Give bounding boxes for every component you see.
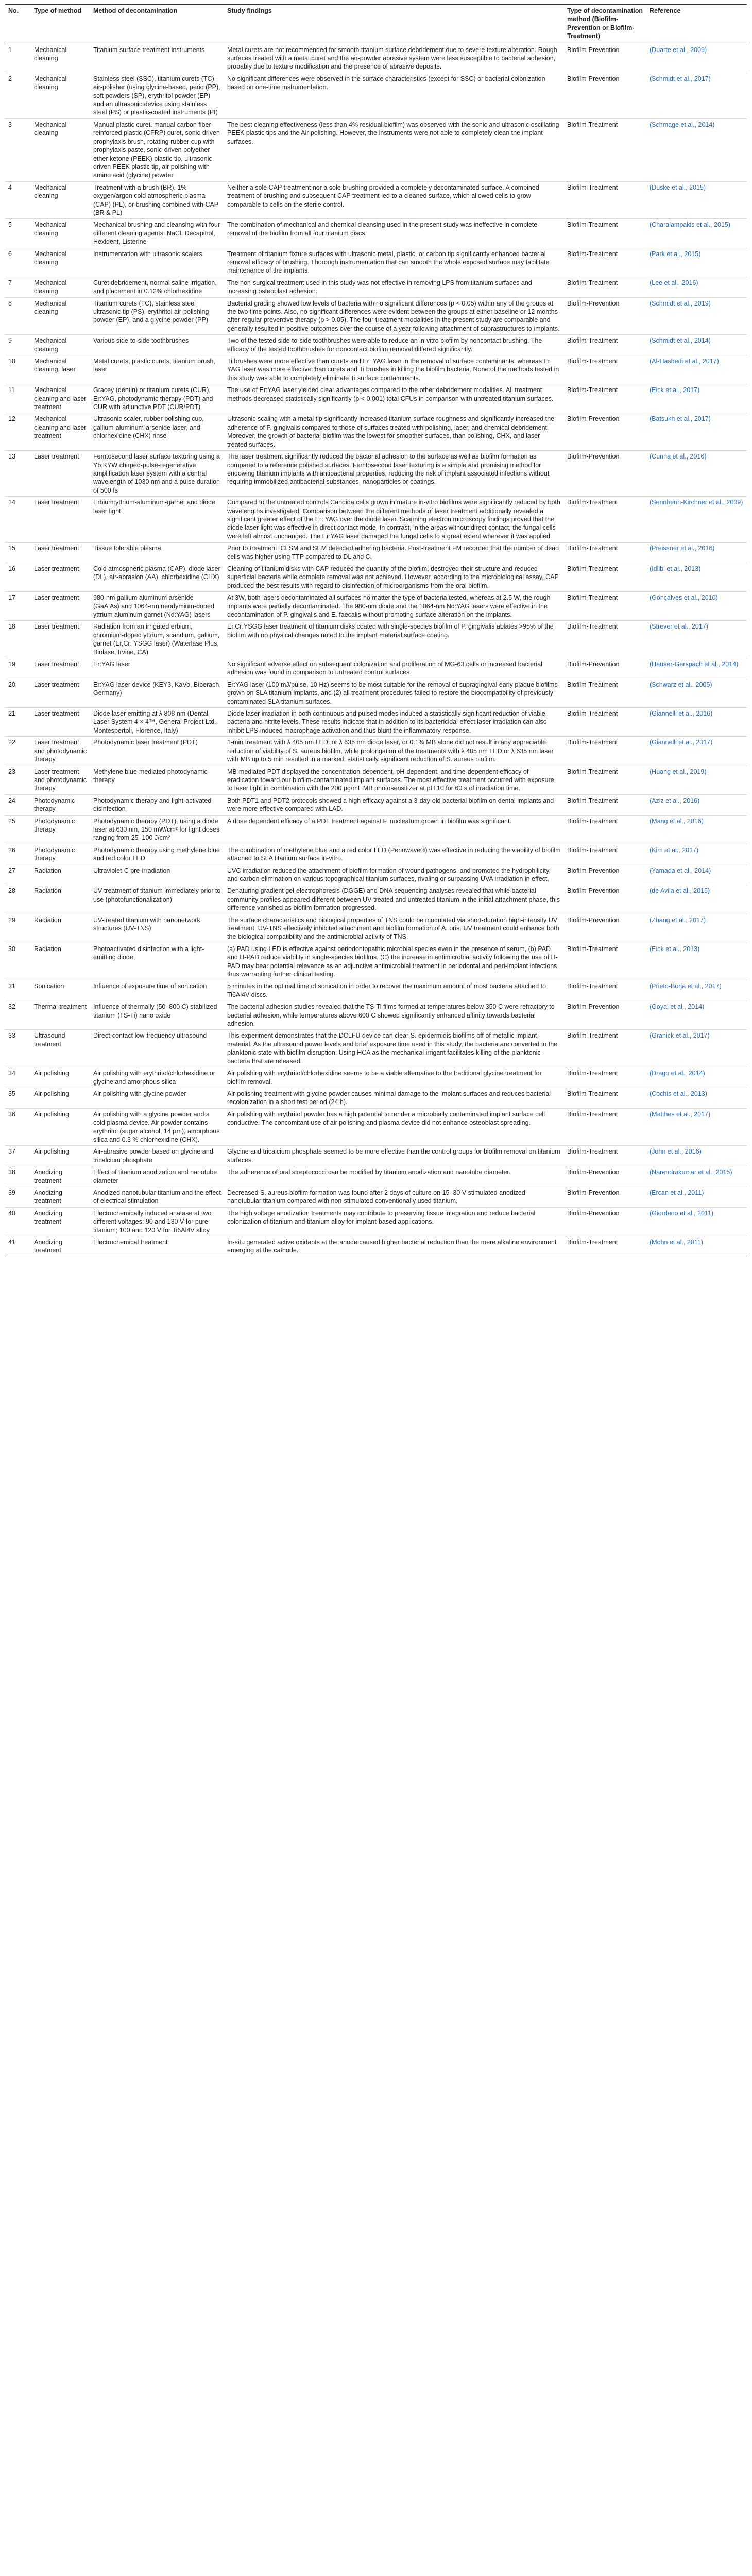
- header-no: No.: [5, 5, 31, 44]
- cell-decontamination-type: Biofilm-Treatment: [564, 737, 646, 766]
- cell-decontamination-type: Biofilm-Prevention: [564, 1207, 646, 1236]
- table-row: [5, 815, 747, 844]
- cell-reference[interactable]: (Yamada et al., 2014): [646, 865, 747, 885]
- cell-method: Gracey (dentin) or titanium curets (CUR), Er:YAG, photodynamic therapy (PDT) and CUR with adjunctive PDT (CUR/PDT): [90, 384, 224, 413]
- cell-method: Photoactivated disinfection with a light-emitting diode: [90, 943, 224, 980]
- cell-decontamination-type: Biofilm-Treatment: [564, 621, 646, 658]
- cell-type-of-method: Air polishing: [31, 1067, 90, 1088]
- cell-study-findings: 1-min treatment with λ 405 nm LED, or λ 635 nm diode laser, or 0.1% MB alone did not result in any appreciable reduction of viability of S. aureus biofilm, while prolongation of the treatments with λ 405 nm LED or λ 635 nm laser with MB up to 5 min resulted in a marked, statistically significant reduction of S. aureus biofilm.: [224, 737, 564, 766]
- cell-decontamination-type: Biofilm-Prevention: [564, 297, 646, 335]
- table-row: [5, 335, 747, 355]
- table-row: [5, 1166, 747, 1187]
- cell-decontamination-type: Biofilm-Treatment: [564, 118, 646, 181]
- cell-type-of-method: Mechanical cleaning: [31, 181, 90, 219]
- cell-study-findings: UVC irradiation reduced the attachment of biofilm formation of wound pathogens, and promoted the hydrophilicity, and carbon elimination on various topographical titanium surfaces, rivaling or surpassing UVA irradiation in effect.: [224, 865, 564, 885]
- table-row: [5, 943, 747, 980]
- cell-method: Various side-to-side toothbrushes: [90, 335, 224, 355]
- cell-study-findings: Diode laser irradiation in both continuous and pulsed modes induced a statistically significant reduction of viable bacteria and nitrite levels. These results indicate that in addition to its bactericidal effect laser irradiation can also inhibit LPS-induced macrophage activation and thus blunt the inflammatory response.: [224, 708, 564, 737]
- cell-study-findings: Both PDT1 and PDT2 protocols showed a high efficacy against a 3-day-old bacterial biofilm on dental implants and were more effective compared with LAD.: [224, 794, 564, 815]
- cell-no: 16: [5, 563, 31, 591]
- cell-type-of-method: Laser treatment: [31, 708, 90, 737]
- cell-no: 3: [5, 118, 31, 181]
- cell-decontamination-type: Biofilm-Prevention: [564, 44, 646, 73]
- cell-reference[interactable]: (Zhang et al., 2017): [646, 914, 747, 943]
- cell-method: Femtosecond laser surface texturing using a Yb:KYW chirped-pulse-regenerative amplification laser system with a central wavelength of 1030 nm and a pulse duration of 500 fs: [90, 451, 224, 497]
- cell-decontamination-type: Biofilm-Treatment: [564, 1236, 646, 1257]
- table-row: [5, 794, 747, 815]
- cell-reference[interactable]: (Aziz et al., 2016): [646, 794, 747, 815]
- cell-reference[interactable]: (Goyal et al., 2014): [646, 1001, 747, 1030]
- cell-type-of-method: Mechanical cleaning: [31, 73, 90, 118]
- table-row: [5, 1146, 747, 1166]
- cell-type-of-method: Mechanical cleaning: [31, 44, 90, 73]
- cell-type-of-method: Thermal treatment: [31, 1001, 90, 1030]
- cell-type-of-method: Mechanical cleaning and laser treatment: [31, 413, 90, 451]
- cell-reference[interactable]: (Duarte et al., 2009): [646, 44, 747, 73]
- cell-type-of-method: Ultrasound treatment: [31, 1030, 90, 1067]
- table-row: [5, 885, 747, 914]
- cell-decontamination-type: Biofilm-Treatment: [564, 1067, 646, 1088]
- cell-study-findings: MB-mediated PDT displayed the concentration-dependent, pH-dependent, and time-dependent efficacy of eradication toward our biofilm-contaminated implant surfaces. The most effective treatment occurred with exposure to laser light in combination with the 200 μg/mL MB photosensitizer at pH 10 for 60 s of irradiation time.: [224, 766, 564, 794]
- cell-decontamination-type: Biofilm-Treatment: [564, 1108, 646, 1146]
- cell-reference[interactable]: (Ercan et al., 2011): [646, 1187, 747, 1207]
- cell-study-findings: (a) PAD using LED is effective against periodontopathic microbial species even in the presence of serum, (b) PAD and H-PAD reduce viability in single-species biofilms. (C) the increase in antimicrobial activity following the use of H-PAD may bear potential relevance as an adjunctive antimicrobial treatment in periodontal and peri-implant infections thus warranting further clinical testing.: [224, 943, 564, 980]
- table-row: [5, 44, 747, 73]
- cell-study-findings: No significant adverse effect on subsequent colonization and proliferation of MG-63 cells or increased bacterial adhesion was found in comparison to untreated control surfaces.: [224, 658, 564, 679]
- cell-method: Electrochemically induced anatase at two different voltages: 90 and 130 V for pure titanium; 100 and 120 V for Ti6Al4V alloy: [90, 1207, 224, 1236]
- table-row: [5, 355, 747, 384]
- cell-method: Air-abrasive powder based on glycine and tricalcium phosphate: [90, 1146, 224, 1166]
- table-row: [5, 914, 747, 943]
- cell-method: Direct-contact low-frequency ultrasound: [90, 1030, 224, 1067]
- cell-decontamination-type: Biofilm-Treatment: [564, 592, 646, 621]
- header-method-of-decontamination: Method of decontamination: [90, 5, 224, 44]
- cell-method: Metal curets, plastic curets, titanium brush, laser: [90, 355, 224, 384]
- table-row: [5, 708, 747, 737]
- table-row: [5, 1236, 747, 1257]
- cell-study-findings: The bacterial adhesion studies revealed that the TS-Ti films formed at temperatures below 350 C were refractory to bacterial adhesion, while temperatures above 600 C showed significantly enhanced affinity towards bacterial adhesion.: [224, 1001, 564, 1030]
- cell-reference[interactable]: (Giannelli et al., 2016): [646, 708, 747, 737]
- table-row: [5, 844, 747, 865]
- cell-reference[interactable]: (Mang et al., 2016): [646, 815, 747, 844]
- cell-reference[interactable]: (Duske et al., 2015): [646, 181, 747, 219]
- cell-study-findings: Treatment of titanium fixture surfaces with ultrasonic metal, plastic, or carbon tip significantly enhanced bacterial removal efficacy of brushing. Thorough instrumentation that can smooth the whole exposed surface may facilitate maintenance of the implants.: [224, 248, 564, 277]
- table-row: [5, 679, 747, 707]
- cell-type-of-method: Radiation: [31, 914, 90, 943]
- cell-method: UV-treatment of titanium immediately prior to use (photofunctionalization): [90, 885, 224, 914]
- cell-reference[interactable]: (Idlibi et al., 2013): [646, 563, 747, 591]
- cell-method: Tissue tolerable plasma: [90, 543, 224, 563]
- cell-reference[interactable]: (Lee et al., 2016): [646, 277, 747, 297]
- cell-study-findings: The combination of methylene blue and a red color LED (Periowave®) was effective in reducing the viability of biofilm attached to SLA titanium surface in-vitro.: [224, 844, 564, 865]
- header-row: [5, 5, 747, 44]
- cell-method: Stainless steel (SSC), titanium curets (TC), air-polisher (using glycine-based, perio (PP), soft powders (SP), erythritol powder (EP) and an ultrasonic device using stainless steel (PS) or plastic-coated instruments (PI): [90, 73, 224, 118]
- cell-decontamination-type: Biofilm-Treatment: [564, 181, 646, 219]
- cell-method: Electrochemical treatment: [90, 1236, 224, 1257]
- cell-study-findings: Cleaning of titanium disks with CAP reduced the quantity of the biofilm, destroyed their structure and reduced superficial bacteria while complete removal was not achieved. However, according to the microbiological assay, CAP produced the best results with regard to disinfection of microorganisms from the oral biofilm.: [224, 563, 564, 591]
- header-reference: Reference: [646, 5, 747, 44]
- cell-method: Er:YAG laser device (KEY3, KaVo, Biberach, Germany): [90, 679, 224, 707]
- cell-type-of-method: Mechanical cleaning: [31, 118, 90, 181]
- cell-decontamination-type: Biofilm-Prevention: [564, 885, 646, 914]
- cell-no: 36: [5, 1108, 31, 1146]
- table-row: [5, 1030, 747, 1067]
- cell-type-of-method: Mechanical cleaning: [31, 297, 90, 335]
- cell-reference[interactable]: (Sennhenn-Kirchner et al., 2009): [646, 497, 747, 543]
- cell-type-of-method: Laser treatment and photodynamic therapy: [31, 766, 90, 794]
- cell-no: 20: [5, 679, 31, 707]
- cell-method: Ultrasonic scaler, rubber polishing cup, gallium-aluminum-arsenide laser, and chlorhexidine (CHX) rinse: [90, 413, 224, 451]
- cell-method: Photodynamic therapy (PDT), using a diode laser at 630 nm, 150 mW/cm² for light doses ranging from 25–100 J/cm²: [90, 815, 224, 844]
- cell-no: 4: [5, 181, 31, 219]
- cell-type-of-method: Photodynamic therapy: [31, 794, 90, 815]
- cell-method: 980-nm gallium aluminum arsenide (GaAlAs) and 1064-nm neodymium-doped yttrium aluminum garnet (Nd:YAG) lasers: [90, 592, 224, 621]
- cell-method: Air polishing with glycine powder: [90, 1088, 224, 1108]
- cell-no: 38: [5, 1166, 31, 1187]
- cell-reference[interactable]: (Cochis et al., 2013): [646, 1088, 747, 1108]
- cell-study-findings: At 3W, both lasers decontaminated all surfaces no matter the type of bacteria tested, whereas at 2.5 W, the rough implants were partially decontaminated. The 980-nm diode and the 1064-nm Nd:YAG lasers were effective in the decontamination of P. gingivalis and E. faecalis without promoting surface alteration on the implants.: [224, 592, 564, 621]
- cell-no: 26: [5, 844, 31, 865]
- cell-type-of-method: Radiation: [31, 865, 90, 885]
- cell-type-of-method: Air polishing: [31, 1146, 90, 1166]
- cell-no: 11: [5, 384, 31, 413]
- cell-reference[interactable]: (Kim et al., 2017): [646, 844, 747, 865]
- cell-method: Erbium:yttrium-aluminum-garnet and diode laser light: [90, 497, 224, 543]
- cell-type-of-method: Laser treatment: [31, 592, 90, 621]
- table-row: [5, 219, 747, 248]
- cell-study-findings: Ti brushes were more effective than curets and Er: YAG laser in the removal of surface contaminants, whereas Er: YAG laser was more effective than curets and Ti brushes in killing the biofilm bacteria. None of the methods tested in this study was able to completely eliminate Ti surface contaminants.: [224, 355, 564, 384]
- cell-study-findings: This experiment demonstrates that the DCLFU device can clear S. epidermidis biofilms off of metallic implant material. As the ultrasound power levels and brief exposure time used in this study, the bacteria are converted to the planktonic state with biofilm disruption. Using HCA as the mechanical irrigant facilitates killing of the planktonic bacteria that are released.: [224, 1030, 564, 1067]
- cell-reference[interactable]: (Drago et al., 2014): [646, 1067, 747, 1088]
- cell-reference[interactable]: (Giordano et al., 2011): [646, 1207, 747, 1236]
- cell-reference[interactable]: (Gonçalves et al., 2010): [646, 592, 747, 621]
- cell-type-of-method: Mechanical cleaning: [31, 277, 90, 297]
- cell-study-findings: Air-polishing treatment with glycine powder causes minimal damage to the implant surfaces and reduces bacterial recolonization in a short test period (24 h).: [224, 1088, 564, 1108]
- cell-method: Ultraviolet-C pre-irradiation: [90, 865, 224, 885]
- cell-decontamination-type: Biofilm-Treatment: [564, 708, 646, 737]
- cell-no: 7: [5, 277, 31, 297]
- table-row: [5, 1067, 747, 1088]
- cell-no: 24: [5, 794, 31, 815]
- table-row: [5, 73, 747, 118]
- cell-decontamination-type: Biofilm-Prevention: [564, 413, 646, 451]
- cell-decontamination-type: Biofilm-Treatment: [564, 219, 646, 248]
- cell-method: UV-treated titanium with nanonetwork structures (UV-TNS): [90, 914, 224, 943]
- cell-reference[interactable]: (Hauser-Gerspach et al., 2014): [646, 658, 747, 679]
- cell-method: Photodynamic therapy and light-activated disinfection: [90, 794, 224, 815]
- cell-decontamination-type: Biofilm-Treatment: [564, 1146, 646, 1166]
- cell-no: 39: [5, 1187, 31, 1207]
- table-row: [5, 277, 747, 297]
- header-study-findings: Study findings: [224, 5, 564, 44]
- cell-decontamination-type: Biofilm-Prevention: [564, 1187, 646, 1207]
- table-row: [5, 658, 747, 679]
- table-body: [5, 44, 747, 1257]
- table-row: [5, 413, 747, 451]
- header-type-of-method: Type of method: [31, 5, 90, 44]
- cell-method: Radiation from an irrigated erbium, chromium-doped yttrium, scandium, gallium, garnet (Er,Cr: YSGG laser) (Waterlase Plus, Biolase, Irvine, CA): [90, 621, 224, 658]
- cell-method: Instrumentation with ultrasonic scalers: [90, 248, 224, 277]
- cell-decontamination-type: Biofilm-Prevention: [564, 451, 646, 497]
- cell-no: 35: [5, 1088, 31, 1108]
- cell-method: Titanium curets (TC), stainless steel ultrasonic tip (PS), erythritol air-polishing powder (EP), and a glycine powder (PP): [90, 297, 224, 335]
- cell-study-findings: The adherence of oral streptococci can be modified by titanium anodization and nanotube diameter.: [224, 1166, 564, 1187]
- cell-no: 28: [5, 885, 31, 914]
- cell-method: Methylene blue-mediated photodynamic therapy: [90, 766, 224, 794]
- cell-decontamination-type: Biofilm-Treatment: [564, 1088, 646, 1108]
- cell-reference[interactable]: (Charalampakis et al., 2015): [646, 219, 747, 248]
- table-row: [5, 563, 747, 591]
- cell-type-of-method: Sonication: [31, 980, 90, 1001]
- cell-method: Manual plastic curet, manual carbon fiber-reinforced plastic (CFRP) curet, sonic-driven prophylaxis brush, rotating rubber cup with prophylaxis paste, sonic-driven polyether ether ketone (PEEK) plastic tip, ultrasonic-driven PEEK plastic tip, air polishing with amino acid (glycine) powder: [90, 118, 224, 181]
- cell-reference[interactable]: (de Avila et al., 2015): [646, 885, 747, 914]
- cell-decontamination-type: Biofilm-Treatment: [564, 563, 646, 591]
- cell-reference[interactable]: (Cunha et al., 2016): [646, 451, 747, 497]
- cell-type-of-method: Anodizing treatment: [31, 1187, 90, 1207]
- cell-method: Effect of titanium anodization and nanotube diameter: [90, 1166, 224, 1187]
- table-row: [5, 766, 747, 794]
- cell-method: Anodized nanotubular titanium and the effect of electrical stimulation: [90, 1187, 224, 1207]
- table-row: [5, 248, 747, 277]
- cell-reference[interactable]: (John et al., 2016): [646, 1146, 747, 1166]
- cell-method: Treatment with a brush (BR), 1% oxygen/argon cold atmospheric plasma (CAP) (PL), or brushing combined with CAP (BR & PL): [90, 181, 224, 219]
- table-row: [5, 118, 747, 181]
- cell-study-findings: Two of the tested side-to-side toothbrushes were able to reduce an in-vitro biofilm by noncontact brushing. The efficacy of the tested toothbrushes for noncontact biofilm removal differed significantly.: [224, 335, 564, 355]
- table-row: [5, 1108, 747, 1146]
- cell-study-findings: Bacterial grading showed low levels of bacteria with no significant differences (p < 0.05) within any of the groups at the two time points. Also, no significant differences were evident between the groups at either baseline or 12 months after regular preventive therapy (p > 0.05). The four treatment modalities in the present study are comparable and generally resulted in positive outcomes over the course of a year following attachment of suprastructures to implants.: [224, 297, 564, 335]
- cell-no: 6: [5, 248, 31, 277]
- cell-reference[interactable]: (Huang et al., 2019): [646, 766, 747, 794]
- cell-decontamination-type: Biofilm-Treatment: [564, 384, 646, 413]
- cell-type-of-method: Laser treatment: [31, 658, 90, 679]
- cell-type-of-method: Mechanical cleaning and laser treatment: [31, 384, 90, 413]
- table-row: [5, 592, 747, 621]
- cell-reference[interactable]: (Narendrakumar et al., 2015): [646, 1166, 747, 1187]
- cell-study-findings: Neither a sole CAP treatment nor a sole brushing provided a completely decontaminated surface. A combined treatment of brushing and subsequent CAP treatment led to a cleaned surface, which allowed cells to grow comparable to cells on the sterile control.: [224, 181, 564, 219]
- cell-decontamination-type: Biofilm-Prevention: [564, 73, 646, 118]
- table-row: [5, 1187, 747, 1207]
- cell-reference[interactable]: (Schmidt et al., 2017): [646, 73, 747, 118]
- cell-study-findings: The laser treatment significantly reduced the bacterial adhesion to the surface as well as biofilm formation as compared to a reference polished surfaces. Femtosecond laser texturing is a simple and promising method for endowing titanium implants with antibacterial properties, reducing the risk of implant associated infections without requiring immobilized antibacterial substances, nanoparticles or coatings.: [224, 451, 564, 497]
- cell-decontamination-type: Biofilm-Treatment: [564, 844, 646, 865]
- cell-study-findings: A dose dependent efficacy of a PDT treatment against F. nucleatum grown in biofilm was significant.: [224, 815, 564, 844]
- cell-reference[interactable]: (Matthes et al., 2017): [646, 1108, 747, 1146]
- cell-decontamination-type: Biofilm-Treatment: [564, 980, 646, 1001]
- table-row: [5, 384, 747, 413]
- cell-study-findings: The use of Er:YAG laser yielded clear advantages compared to the other debridement modalities. All treatment methods decreased statistically significantly (p < 0.001) total CFUs in comparison with untreated titanium surfaces.: [224, 384, 564, 413]
- cell-reference[interactable]: (Giannelli et al., 2017): [646, 737, 747, 766]
- cell-method: Mechanical brushing and cleansing with four different cleaning agents: NaCl, Decapinol, Hexident, Listerine: [90, 219, 224, 248]
- table-row: [5, 451, 747, 497]
- cell-method: Diode laser emitting at λ 808 nm (Dental Laser System 4 × 4™, General Project Ltd., Montespertoli, Florence, Italy): [90, 708, 224, 737]
- cell-reference[interactable]: (Schmidt et al., 2019): [646, 297, 747, 335]
- cell-no: 9: [5, 335, 31, 355]
- cell-decontamination-type: Biofilm-Treatment: [564, 497, 646, 543]
- cell-reference[interactable]: (Al-Hashedi et al., 2017): [646, 355, 747, 384]
- cell-method: Cold atmospheric plasma (CAP), diode laser (DL), air-abrasion (AA), chlorhexidine (CHX): [90, 563, 224, 591]
- cell-type-of-method: Photodynamic therapy: [31, 815, 90, 844]
- cell-no: 41: [5, 1236, 31, 1257]
- cell-study-findings: 5 minutes in the optimal time of sonication in order to recover the maximum amount of most bacteria attached to Ti6Al4V discs.: [224, 980, 564, 1001]
- cell-no: 5: [5, 219, 31, 248]
- cell-study-findings: Air polishing with erythritol/chlorhexidine seems to be a viable alternative to the traditional glycine treatment for biofilm removal.: [224, 1067, 564, 1088]
- cell-reference[interactable]: (Eick et al., 2013): [646, 943, 747, 980]
- cell-study-findings: The best cleaning effectiveness (less than 4% residual biofilm) was observed with the sonic and ultrasonic oscillating PEEK plastic tips and the Air polishing. However, the instruments were not able to completely clean the implant surfaces.: [224, 118, 564, 181]
- header-decontamination-type: Type of decontamination method (Biofilm-Prevention or Biofilm-Treatment): [564, 5, 646, 44]
- cell-no: 2: [5, 73, 31, 118]
- cell-type-of-method: Laser treatment: [31, 543, 90, 563]
- cell-no: 30: [5, 943, 31, 980]
- cell-method: Curet debridement, normal saline irrigation, and placement in 0.12% chlorhexidine: [90, 277, 224, 297]
- table-row: [5, 1088, 747, 1108]
- cell-type-of-method: Radiation: [31, 885, 90, 914]
- cell-study-findings: Compared to the untreated controls Candida cells grown in mature in-vitro biofilms were significantly reduced by both wavelengths investigated. Comparison between the different methods of laser treatment additionally revealed a significant greater effect of the Er: YAG over the diode laser. Scanning electron microscopy findings proved that the diode laser light was effective in direct contact mode. In contrast, in the areas without direct contact, the fungal cells were left almost unchanged. The Er:YAG laser damaged the fungal cells to a great extent wherever it was applied.: [224, 497, 564, 543]
- cell-reference[interactable]: (Granick et al., 2017): [646, 1030, 747, 1067]
- cell-study-findings: Decreased S. aureus biofilm formation was found after 2 days of culture on 15–30 V stimulated anodized nanotubular titanium compared with non-stimulated conventionally used titanium.: [224, 1187, 564, 1207]
- cell-study-findings: Er,Cr:YSGG laser treatment of titanium disks coated with single-species biofilm of P. gingivalis ablates >95% of the biofilm with no physical changes noted to the implant material surface coating.: [224, 621, 564, 658]
- table-row: [5, 865, 747, 885]
- cell-study-findings: The non-surgical treatment used in this study was not effective in removing LPS from titanium surfaces and increasing osteoblast adhesion.: [224, 277, 564, 297]
- cell-type-of-method: Laser treatment: [31, 621, 90, 658]
- cell-no: 14: [5, 497, 31, 543]
- cell-reference[interactable]: (Schmage et al., 2014): [646, 118, 747, 181]
- cell-type-of-method: Laser treatment: [31, 563, 90, 591]
- cell-study-findings: The high voltage anodization treatments may contribute to preserving tissue integration and reduce bacterial colonization of titanium and titanium alloy for implant-based applications.: [224, 1207, 564, 1236]
- cell-study-findings: Prior to treatment, CLSM and SEM detected adhering bacteria. Post-treatment FM recorded that the number of dead cells was higher using TTP compared to DL and C.: [224, 543, 564, 563]
- cell-study-findings: Metal curets are not recommended for smooth titanium surface debridement due to severe texture alteration. Rough surfaces treated with a metal curet and the air-powder abrasive system were less susceptible to bacterial adhesion, probably due to texture modification and the presence of abrasive deposits.: [224, 44, 564, 73]
- table-row: [5, 621, 747, 658]
- table-row: [5, 497, 747, 543]
- cell-no: 32: [5, 1001, 31, 1030]
- cell-type-of-method: Mechanical cleaning, laser: [31, 355, 90, 384]
- cell-decontamination-type: Biofilm-Treatment: [564, 679, 646, 707]
- cell-decontamination-type: Biofilm-Treatment: [564, 815, 646, 844]
- cell-method: Air polishing with erythritol/chlorhexidine or glycine and amorphous silica: [90, 1067, 224, 1088]
- cell-no: 10: [5, 355, 31, 384]
- cell-type-of-method: Anodizing treatment: [31, 1166, 90, 1187]
- cell-type-of-method: Anodizing treatment: [31, 1207, 90, 1236]
- cell-no: 40: [5, 1207, 31, 1236]
- cell-type-of-method: Air polishing: [31, 1088, 90, 1108]
- cell-study-findings: No significant differences were observed in the surface characteristics (except for SSC) or bacterial colonization based on one-time instrumentation.: [224, 73, 564, 118]
- cell-reference[interactable]: (Eick et al., 2017): [646, 384, 747, 413]
- cell-type-of-method: Air polishing: [31, 1108, 90, 1146]
- cell-method: Air polishing with a glycine powder and a cold plasma device. Air powder contains erythritol (sugar alcohol, 14 μm), amorphous silica and 0.3 % chlorhexidine (CHX).: [90, 1108, 224, 1146]
- cell-type-of-method: Radiation: [31, 943, 90, 980]
- cell-decontamination-type: Biofilm-Prevention: [564, 1001, 646, 1030]
- cell-reference[interactable]: (Batsukh et al., 2017): [646, 413, 747, 451]
- cell-no: 17: [5, 592, 31, 621]
- cell-study-findings: Glycine and tricalcium phosphate seemed to be more effective than the control groups for biofilm removal on titanium surfaces.: [224, 1146, 564, 1166]
- cell-study-findings: Denaturing gradient gel-electrophoresis (DGGE) and DNA sequencing analyses revealed that while bacterial community profiles appeared different between UV-treated and untreated titanium in the initial attachment phase, this difference vanished as biofilm formation progressed.: [224, 885, 564, 914]
- cell-study-findings: Er:YAG laser (100 mJ/pulse, 10 Hz) seems to be most suitable for the removal of supragingival early plaque biofilms grown on SLA titanium implants, and (2) all treatment procedures failed to restore the biocompatibility of previously-contaminated SLA titanium surfaces.: [224, 679, 564, 707]
- cell-method: Photodynamic laser treatment (PDT): [90, 737, 224, 766]
- cell-no: 22: [5, 737, 31, 766]
- cell-type-of-method: Anodizing treatment: [31, 1236, 90, 1257]
- cell-no: 37: [5, 1146, 31, 1166]
- decontamination-methods-table: [5, 4, 747, 1257]
- cell-decontamination-type: Biofilm-Treatment: [564, 277, 646, 297]
- cell-type-of-method: Mechanical cleaning: [31, 248, 90, 277]
- cell-no: 19: [5, 658, 31, 679]
- cell-type-of-method: Mechanical cleaning: [31, 335, 90, 355]
- cell-decontamination-type: Biofilm-Treatment: [564, 355, 646, 384]
- cell-method: Photodynamic therapy using methylene blue and red color LED: [90, 844, 224, 865]
- cell-decontamination-type: Biofilm-Treatment: [564, 248, 646, 277]
- table-row: [5, 181, 747, 219]
- cell-no: 33: [5, 1030, 31, 1067]
- cell-method: Influence of exposure time of sonication: [90, 980, 224, 1001]
- table-row: [5, 737, 747, 766]
- table-row: [5, 543, 747, 563]
- cell-reference[interactable]: (Schmidt et al., 2014): [646, 335, 747, 355]
- cell-reference[interactable]: (Schwarz et al., 2005): [646, 679, 747, 707]
- cell-reference[interactable]: (Park et al., 2015): [646, 248, 747, 277]
- table-row: [5, 297, 747, 335]
- cell-type-of-method: Laser treatment: [31, 497, 90, 543]
- cell-method: Titanium surface treatment instruments: [90, 44, 224, 73]
- cell-study-findings: The combination of mechanical and chemical cleansing used in the present study was ineffective in complete removal of the biofilm from all four titanium discs.: [224, 219, 564, 248]
- cell-no: 1: [5, 44, 31, 73]
- cell-decontamination-type: Biofilm-Treatment: [564, 335, 646, 355]
- cell-method: Influence of thermally (50–800 C) stabilized titanium (TS-Ti) nano oxide: [90, 1001, 224, 1030]
- cell-study-findings: In-situ generated active oxidants at the anode caused higher bacterial reduction than the mere alkaline environment emerging at the cathode.: [224, 1236, 564, 1257]
- cell-type-of-method: Laser treatment: [31, 451, 90, 497]
- table-row: [5, 1001, 747, 1030]
- cell-no: 25: [5, 815, 31, 844]
- cell-no: 13: [5, 451, 31, 497]
- cell-decontamination-type: Biofilm-Prevention: [564, 1166, 646, 1187]
- cell-reference[interactable]: (Preissner et al., 2016): [646, 543, 747, 563]
- cell-decontamination-type: Biofilm-Treatment: [564, 766, 646, 794]
- cell-reference[interactable]: (Strever et al., 2017): [646, 621, 747, 658]
- table-row: [5, 1207, 747, 1236]
- cell-reference[interactable]: (Prieto-Borja et al., 2017): [646, 980, 747, 1001]
- cell-no: 27: [5, 865, 31, 885]
- cell-type-of-method: Photodynamic therapy: [31, 844, 90, 865]
- cell-no: 31: [5, 980, 31, 1001]
- cell-study-findings: Air polishing with erythritol powder has a high potential to render a microbially contaminated implant surface cell conductive. The concomitant use of air polishing and plasma device did not enhance osteoblast spreading.: [224, 1108, 564, 1146]
- cell-no: 15: [5, 543, 31, 563]
- cell-decontamination-type: Biofilm-Prevention: [564, 658, 646, 679]
- cell-no: 23: [5, 766, 31, 794]
- cell-type-of-method: Laser treatment and photodynamic therapy: [31, 737, 90, 766]
- cell-study-findings: Ultrasonic scaling with a metal tip significantly increased titanium surface roughness and significantly increased the adherence of P. gingivalis compared to those of surfaces treated with polishing, laser, and chemical debridement. Moreover, the growth of bacterial biofilm was the lowest for smoother surfaces, than polishing, CHX, and laser treated surfaces.: [224, 413, 564, 451]
- cell-no: 21: [5, 708, 31, 737]
- cell-type-of-method: Laser treatment: [31, 679, 90, 707]
- cell-no: 34: [5, 1067, 31, 1088]
- cell-decontamination-type: Biofilm-Treatment: [564, 543, 646, 563]
- cell-type-of-method: Mechanical cleaning: [31, 219, 90, 248]
- cell-reference[interactable]: (Mohn et al., 2011): [646, 1236, 747, 1257]
- table-row: [5, 980, 747, 1001]
- cell-decontamination-type: Biofilm-Treatment: [564, 943, 646, 980]
- table-header: [5, 5, 747, 44]
- cell-decontamination-type: Biofilm-Treatment: [564, 1030, 646, 1067]
- cell-method: Er:YAG laser: [90, 658, 224, 679]
- cell-no: 12: [5, 413, 31, 451]
- cell-decontamination-type: Biofilm-Prevention: [564, 914, 646, 943]
- cell-decontamination-type: Biofilm-Treatment: [564, 794, 646, 815]
- cell-study-findings: The surface characteristics and biological properties of TNS could be modulated via short-duration high-intensity UV treatment. UV-TNS effectively inhibited attachment and biofilm formation of A. oris. UV treatment could enhance both the biological compatibility and the antimicrobial activity of TNS.: [224, 914, 564, 943]
- cell-no: 8: [5, 297, 31, 335]
- cell-no: 29: [5, 914, 31, 943]
- cell-no: 18: [5, 621, 31, 658]
- cell-decontamination-type: Biofilm-Prevention: [564, 865, 646, 885]
